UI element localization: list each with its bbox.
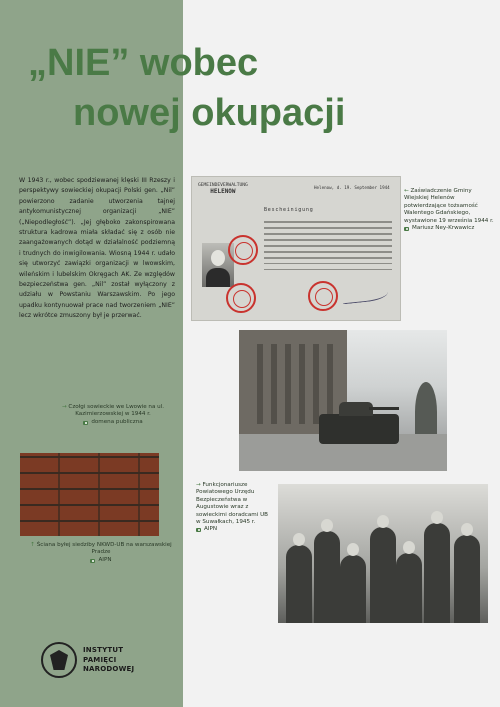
arrow-right-icon: → bbox=[196, 482, 201, 488]
ipn-eagle-logo bbox=[41, 642, 77, 678]
logo-line-3: NARODOWEJ bbox=[83, 665, 135, 673]
title-line-1: „NIE” wobec bbox=[28, 42, 259, 84]
tank-shape bbox=[319, 414, 399, 444]
figure-shape bbox=[370, 527, 396, 623]
stamp-icon bbox=[308, 281, 338, 311]
title-line-2: nowej okupacji bbox=[73, 92, 346, 134]
figure-shape bbox=[396, 553, 422, 623]
figure-shape bbox=[286, 545, 312, 623]
tree-shape bbox=[415, 382, 437, 442]
logo-line-1: INSTYTUT bbox=[83, 646, 124, 654]
stamp-icon bbox=[228, 235, 258, 265]
caption-tank-text: Czołgi sowieckie we Lwowie na ul. Kazimierzowskiej w 1944 r. bbox=[68, 404, 165, 418]
caption-bricks-text: Ściana byłej siedziby NKWD-UB na warszawskiej Pradze bbox=[36, 542, 172, 556]
caption-tank-source: domena publiczna bbox=[91, 418, 143, 425]
caption-document bbox=[404, 188, 496, 232]
ipn-logo-text bbox=[83, 646, 134, 675]
caption-group bbox=[196, 482, 274, 534]
caption-bricks bbox=[26, 542, 176, 564]
arrow-up-icon: ↑ bbox=[30, 542, 35, 548]
figure-shape bbox=[454, 535, 480, 623]
document-header bbox=[198, 183, 248, 194]
arrow-right-icon: → bbox=[61, 404, 67, 410]
document-photo bbox=[191, 176, 401, 321]
figure-shape bbox=[340, 555, 366, 623]
caption-group-source: AIPN bbox=[204, 526, 218, 533]
document-date: Helenow, d. 19. September 1944 bbox=[314, 185, 390, 190]
camera-icon bbox=[404, 227, 409, 231]
document-header-line-2: HELENOW bbox=[210, 187, 236, 195]
stamp-icon bbox=[226, 283, 256, 313]
camera-icon bbox=[196, 528, 201, 532]
document-heading: Bescheinigung bbox=[264, 207, 314, 213]
body-paragraph: W 1943 r., wobec spodziewanej klęski III Rzeszy i perspektywy sowieckiej okupacji Polski gen. „Nil” powierzono zadanie utworzenia tajnej antykomunistycznej organizacji „NIE” („Niepodległość”). „Jej głęboko zakonspirowana struktura kadrowa miała składać się z osób nie zaangażowanych dotąd w działalność podziemną i trudnych do inwigilowania. Wiosną 1944 r. udało się utworzyć zawiązki organizacji w lwowskim, wileńskim i lubelskim Okręgach AK. Ze względów bezpieczeństwa gen. „Nil” został wyłączony z udziału w Powstaniu Warszawskim. Po jego upadku kontynuował prace nad tworzeniem „NIE” lecz wkrótce zmuszony był je przerwać. bbox=[19, 177, 175, 320]
camera-icon bbox=[90, 559, 95, 563]
signature-mark bbox=[341, 285, 388, 305]
camera-icon bbox=[83, 421, 88, 425]
arrow-left-icon: ← bbox=[404, 188, 409, 194]
document-text-lines bbox=[264, 221, 392, 275]
document-header-line-1: GEMEINDEVERWALTUNG bbox=[198, 183, 248, 188]
logo-line-2: PAMIĘCI bbox=[83, 655, 117, 664]
brick-wall-photo bbox=[20, 453, 159, 536]
caption-document-text: Zaświadczenie Gminy Wiejskiej Helenów potwierdzające tożsamość Walentego Gdańskiego, wystawione 19 września 1944 r. bbox=[404, 188, 494, 224]
caption-tank bbox=[48, 404, 178, 426]
tank-photo bbox=[239, 330, 447, 471]
group-photo bbox=[278, 484, 488, 623]
figure-shape bbox=[314, 531, 340, 623]
caption-document-source: Mariusz Ney-Krwawicz bbox=[412, 225, 475, 232]
figure-shape bbox=[424, 523, 450, 623]
caption-bricks-source: AIPN bbox=[98, 556, 112, 563]
caption-group-text: Funkcjonariusze Powiatowego Urzędu Bezpieczeństwa w Augustowie wraz z sowieckimi doradcami UB w Suwałkach, 1945 r. bbox=[196, 482, 269, 526]
